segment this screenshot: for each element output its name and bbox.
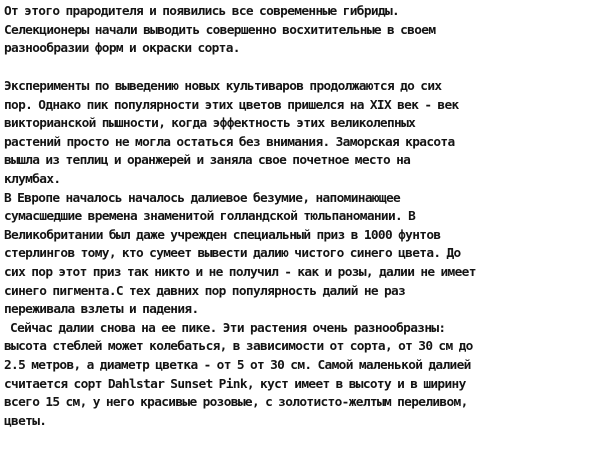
text-line: викторианской пышности, когда эффектность этих великолепных xyxy=(4,116,416,132)
text-line: растений просто не могла остаться без внимания. Заморская красота xyxy=(4,134,455,150)
text-line: переживала взлеты и падения. xyxy=(4,302,199,318)
text-line: синего пигмента.С тех давних пор популярность далий не раз xyxy=(4,283,406,299)
text-line: считается сорт Dahlstar Sunset Pink, куст имеет в высоту и в ширину xyxy=(4,376,466,392)
text-line: сих пор этот приз так никто и не получил - как и розы, далии не имеет xyxy=(4,264,476,280)
text-line: В Европе началось началось далиевое безумие, напоминающее xyxy=(4,190,401,206)
text-line: сумасшедшие времена знаменитой голландской тюльпаномании. В xyxy=(4,209,416,225)
paragraph-history xyxy=(4,78,594,431)
text-line: цветы. xyxy=(4,413,47,429)
text-line: вышла из теплиц и оранжерей и заняла свое почетное место на xyxy=(4,153,411,169)
text-line: Сейчас далии снова на ее пике. Эти растения очень разнообразны: xyxy=(4,320,446,336)
text-line: разнообразии форм и окраски сорта. xyxy=(4,41,240,57)
text-line: пор. Однако пик популярности этих цветов пришелся на XIX век - век xyxy=(4,97,459,113)
text-line: всего 15 см, у него красивые розовые, с золотисто-желтым переливом, xyxy=(4,395,468,411)
text-line: клумбах. xyxy=(4,171,61,187)
text-line: От этого прародителя и появились все современные гибриды. xyxy=(4,4,400,19)
text-line: Селекционеры начали выводить совершенно восхитительные в своем xyxy=(4,22,436,38)
text-line: Эксперименты по выведению новых культиваров продолжаются до сих xyxy=(4,79,442,94)
paragraph-intro xyxy=(4,3,594,59)
text-line: Великобритании был даже учрежден специальный приз в 1000 фунтов xyxy=(4,227,441,243)
text-line: 2.5 метров, а диаметр цветка - от 5 от 30 см. Самой маленькой далией xyxy=(4,357,471,373)
text-line: высота стеблей может колебаться, в зависимости от сорта, от 30 см до xyxy=(4,339,473,355)
text-line: стерлингов тому, кто сумеет вывести далию чистого синего цвета. До xyxy=(4,246,461,262)
